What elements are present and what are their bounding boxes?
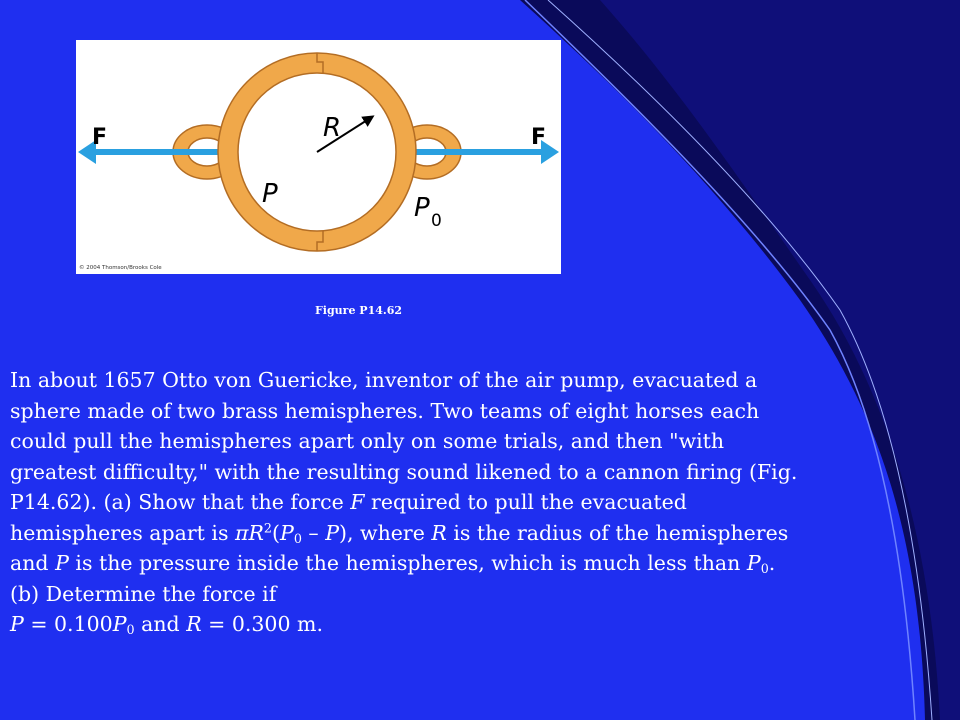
text-fragment: . [768,551,776,575]
text-fragment: ), where [339,520,432,545]
exponent-2: 2 [263,519,273,535]
problem-line-3: could pull the hemispheres apart only on some trials, and then "with [10,429,725,453]
problem-line-7 [10,548,940,579]
problem-statement [10,365,940,640]
text-fragment: is the pressure inside the hemispheres, which is much less than [68,551,747,575]
symbol-P: P [10,612,24,636]
symbol-P0: P [112,612,127,636]
symbol-R: R [431,520,447,545]
radius-label: R [323,113,342,143]
text-fragment: is the radius of the hemispheres [446,520,789,545]
text-fragment: ( [272,520,281,545]
problem-line-8: (b) Determine the force if [10,581,277,606]
problem-line-5 [10,487,940,518]
symbol-P0: P [280,520,294,545]
text-fragment: and [10,551,56,575]
problem-line-4: greatest difficulty," with the resulting sound likened to a cannon firing (Fig. [10,459,798,484]
symbol-P0: P [746,551,761,575]
figure-image [76,40,561,274]
symbol-R: R [248,520,264,545]
inner-pressure-label: P [262,179,278,209]
subscript-0: 0 [126,622,135,638]
subscript-0: 0 [293,530,302,546]
text-fragment: required to pull the evacuated [364,490,687,514]
text-fragment: hemispheres apart is [10,520,235,545]
symbol-P: P [55,551,69,575]
symbol-R: R [186,612,202,636]
symbol-pi: π [235,520,249,545]
text-fragment: and [134,612,187,636]
symbol-F: F [350,490,365,514]
problem-line-2: sphere made of two brass hemispheres. Two teams of eight horses each [10,398,760,423]
force-label-right: F [531,125,547,150]
subscript-0: 0 [760,561,769,577]
problem-line-9 [10,609,940,640]
problem-line-6 [10,518,940,549]
outer-pressure-subscript: 0 [431,211,442,231]
outer-pressure-label: P [414,193,430,223]
text-fragment: – [301,520,326,545]
text-fragment: P14.62). (a) Show that the force [10,490,351,514]
figure-caption: Figure P14.62 [315,304,403,317]
copyright-note: © 2004 Thomson/Brooks Cole [79,265,162,271]
text-fragment: = 0.300 m. [201,612,323,636]
force-label-left: F [92,125,108,150]
text-fragment: = 0.100 [23,612,113,636]
problem-line-1: In about 1657 Otto von Guericke, inventor of the air pump, evacuated a [10,368,758,392]
symbol-P: P [325,520,339,545]
